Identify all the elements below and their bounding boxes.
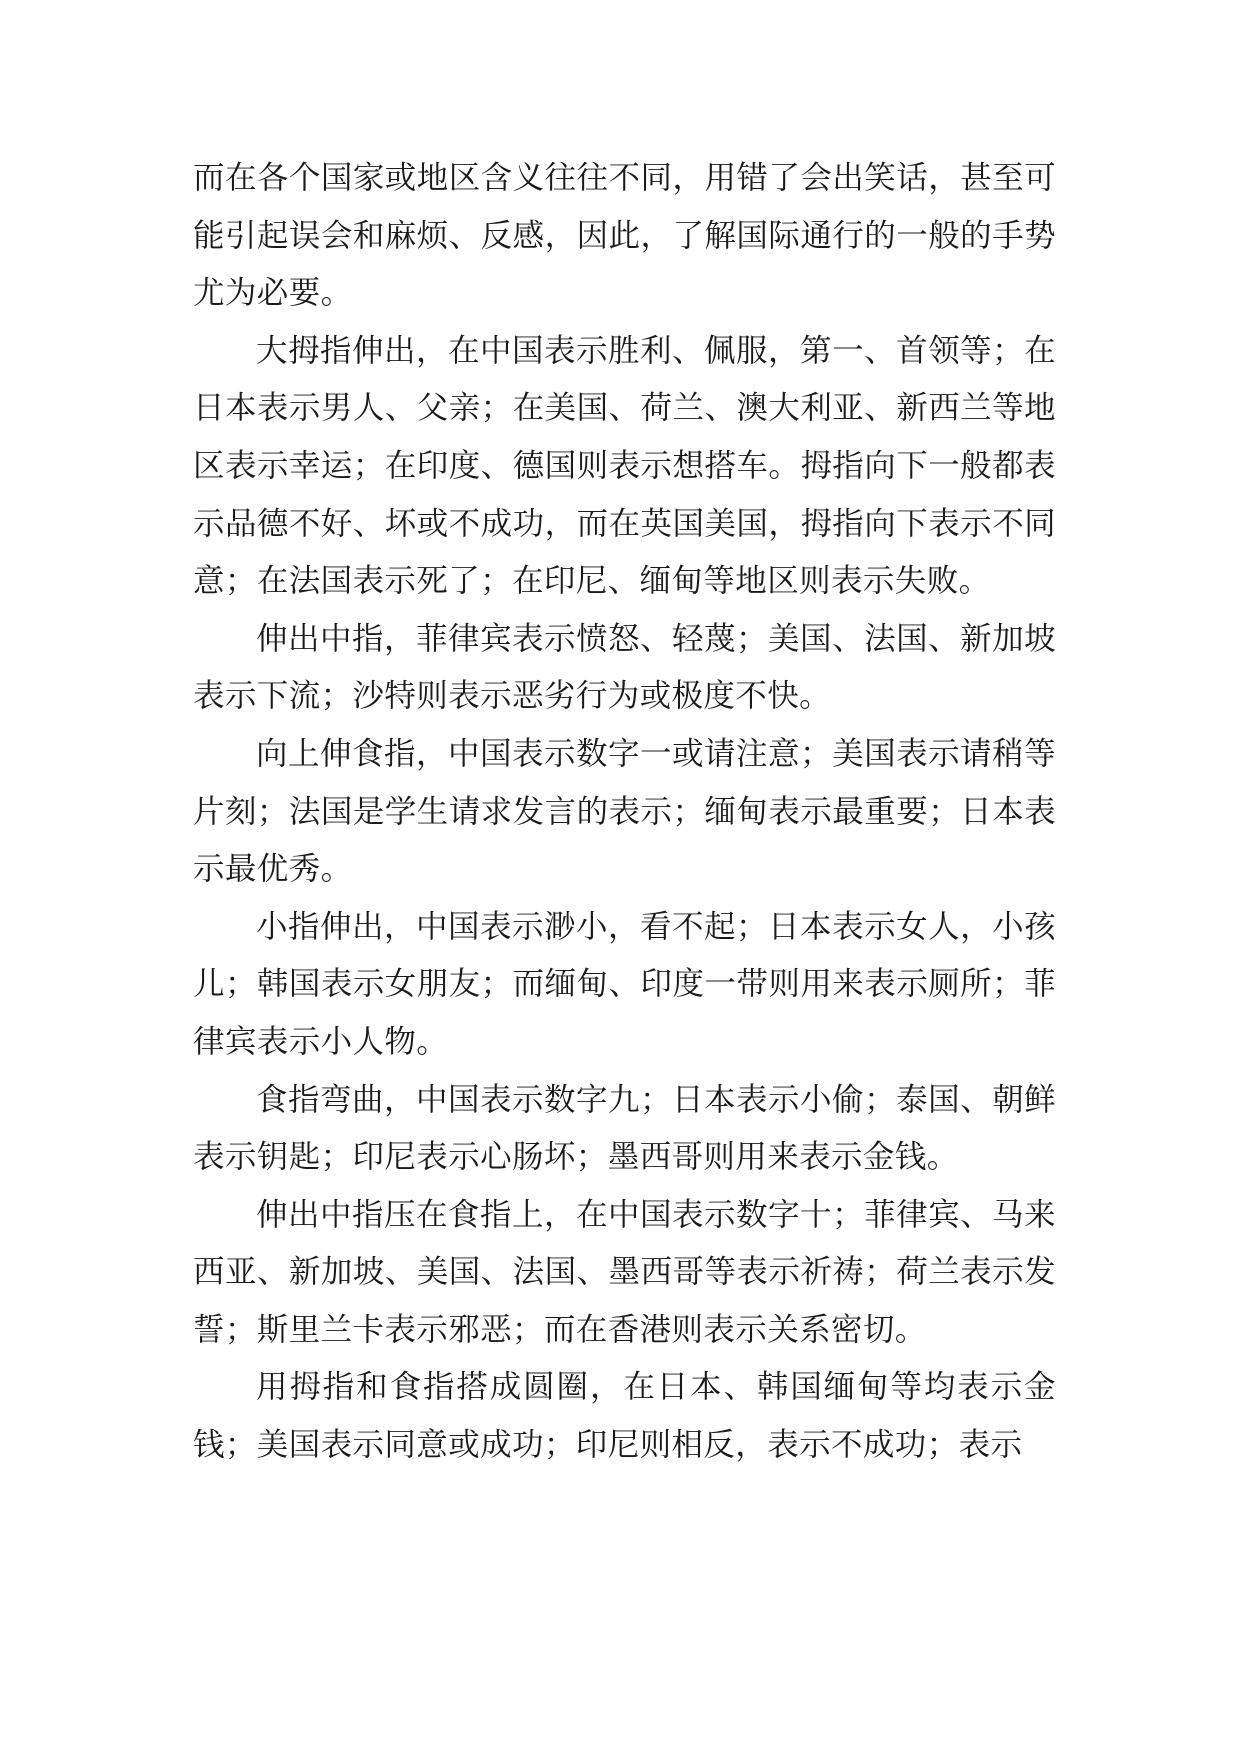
document-body <box>193 150 1056 1475</box>
paragraph-ok-circle: 用拇指和食指搭成圆圈，在日本、韩国缅甸等均表示金钱；美国表示同意或成功；印尼则相反，表示不成功；表示 <box>193 1369 1056 1464</box>
paragraph-crossed-fingers: 伸出中指压在食指上，在中国表示数字十；菲律宾、马来西亚、新加坡、美国、法国、墨西哥等表示祈祷；荷兰表示发誓；斯里兰卡表示邪恶；而在香港则表示关系密切。 <box>193 1196 1056 1348</box>
paragraph-index-finger-bent: 食指弯曲，中国表示数字九；日本表示小偷；泰国、朝鲜表示钥匙；印尼表示心肠坏；墨西哥则用来表示金钱。 <box>193 1081 1056 1176</box>
paragraph-continued-intro: 而在各个国家或地区含义往往不同，用错了会出笑话，甚至可能引起误会和麻烦、反感，因此，了解国际通行的一般的手势尤为必要。 <box>193 160 1056 312</box>
paragraph-middle-finger: 伸出中指，菲律宾表示愤怒、轻蔑；美国、法国、新加坡表示下流；沙特则表示恶劣行为或极度不快。 <box>193 620 1056 715</box>
paragraph-index-finger-up: 向上伸食指，中国表示数字一或请注意；美国表示请稍等片刻；法国是学生请求发言的表示；缅甸表示最重要；日本表示最优秀。 <box>193 735 1056 888</box>
paragraph-little-finger: 小指伸出，中国表示渺小，看不起；日本表示女人，小孩儿；韩国表示女朋友；而缅甸、印度一带则用来表示厕所；菲律宾表示小人物。 <box>193 908 1056 1060</box>
paragraph-thumb-gesture: 大拇指伸出，在中国表示胜利、佩服，第一、首领等；在日本表示男人、父亲；在美国、荷兰、澳大利亚、新西兰等地区表示幸运；在印度、德国则表示想搭车。拇指向下一般都表示品德不好、坏或不成功，而在英国美国，拇指向下表示不同意；在法国表示死了；在印尼、缅甸等地区则表示失败。 <box>193 332 1056 600</box>
